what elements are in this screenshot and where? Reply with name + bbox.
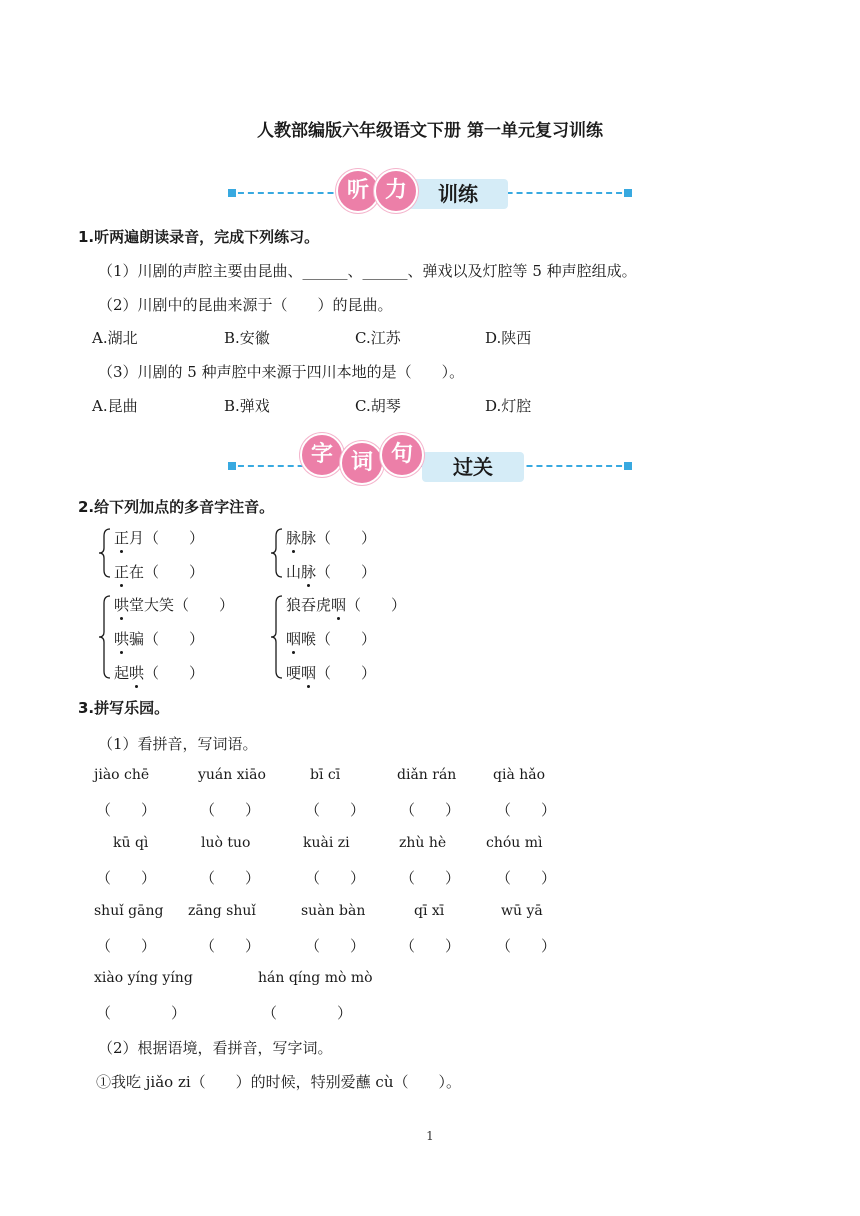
pinyin-word: jiào chē (94, 767, 150, 783)
polyphone-item: 哄堂大笑（ ） (114, 596, 235, 614)
pinyin-word: zāng shuǐ (188, 903, 256, 919)
brace-icon (270, 528, 284, 578)
option-a: A.湖北 (92, 329, 138, 347)
answer-blank[interactable]: （ ） (305, 937, 366, 955)
banner-circle-char: 词 (340, 441, 384, 485)
polyphone-item: 脉脉（ ） (286, 529, 377, 547)
question-1-sub-3: （3）川剧的 5 种声腔中来源于四川本地的是（ ）。 (98, 363, 465, 381)
answer-blank[interactable]: （ ） (496, 801, 557, 819)
answer-blank[interactable]: （ ） (400, 937, 461, 955)
banner-square-right (624, 462, 632, 470)
answer-blank[interactable]: （ ） (96, 937, 157, 955)
banner-circle-char: 字 (300, 433, 344, 477)
polyphone-item: 起哄（ ） (114, 664, 205, 682)
pinyin-word: qià hǎo (493, 767, 546, 783)
question-1-heading: 1.听两遍朗读录音，完成下列练习。 (78, 228, 320, 246)
polyphone-item: 哽咽（ ） (286, 664, 377, 682)
option-b: B.弹戏 (224, 397, 270, 415)
brace-icon (98, 528, 112, 578)
pinyin-word: luò tuo (201, 835, 251, 851)
polyphone-item: 山脉（ ） (286, 563, 377, 581)
polyphone-item: 正月（ ） (114, 529, 205, 547)
pinyin-word: diǎn rán (397, 767, 457, 783)
answer-blank[interactable]: （ ） (305, 801, 366, 819)
question-2-heading: 2.给下列加点的多音字注音。 (78, 498, 275, 516)
question-1-sub-1: （1）川剧的声腔主要由昆曲、______、______、弹戏以及灯腔等 5 种声腔组成。 (98, 262, 637, 280)
pinyin-word: bī cī (310, 767, 341, 783)
pinyin-word: shuǐ gāng (94, 903, 164, 919)
question-3-part-1: （1）看拼音，写词语。 (98, 735, 258, 753)
section-banner-listening (228, 170, 632, 212)
pinyin-word: kū qì (113, 835, 149, 851)
question-3-part-2: （2）根据语境，看拼音，写字词。 (98, 1039, 333, 1057)
context-sentence-1: ①我吃 jiǎo zi（ ）的时候，特别爱蘸 cù（ ）。 (96, 1073, 461, 1091)
banner-pill-label: 训练 (408, 179, 508, 209)
option-d: D.陕西 (485, 329, 532, 347)
answer-blank[interactable]: （ ） (96, 869, 157, 887)
page-number: 1 (426, 1129, 434, 1143)
option-c: C.胡琴 (355, 397, 401, 415)
pinyin-word: hán qíng mò mò (258, 970, 373, 986)
page-title: 人教部编版六年级语文下册 第一单元复习训练 (257, 121, 603, 141)
banner-square-right (624, 189, 632, 197)
answer-blank[interactable]: （ ） (262, 1004, 353, 1022)
banner-circle-char: 听 (336, 169, 380, 213)
answer-blank[interactable]: （ ） (200, 869, 261, 887)
banner-circle-char: 句 (380, 433, 424, 477)
polyphone-item: 哄骗（ ） (114, 630, 205, 648)
pinyin-word: qī xī (414, 903, 445, 919)
banner-circle-char: 力 (374, 169, 418, 213)
pinyin-word: yuán xiāo (198, 767, 266, 783)
polyphone-item: 正在（ ） (114, 563, 205, 581)
question-3-heading: 3.拼写乐园。 (78, 699, 170, 717)
answer-blank[interactable]: （ ） (400, 869, 461, 887)
answer-blank[interactable]: （ ） (400, 801, 461, 819)
pinyin-word: chóu mì (486, 835, 543, 851)
pinyin-word: xiào yíng yíng (94, 970, 193, 986)
pinyin-word: suàn bàn (301, 903, 366, 919)
answer-blank[interactable]: （ ） (96, 1004, 187, 1022)
question-1-sub-2: （2）川剧中的昆曲来源于（ ）的昆曲。 (98, 296, 393, 314)
banner-pill-label: 过关 (422, 452, 524, 482)
answer-blank[interactable]: （ ） (496, 937, 557, 955)
option-d: D.灯腔 (485, 397, 532, 415)
polyphone-item: 咽喉（ ） (286, 630, 377, 648)
answer-blank[interactable]: （ ） (96, 801, 157, 819)
brace-icon (270, 595, 284, 679)
option-c: C.江苏 (355, 329, 401, 347)
pinyin-word: wū yā (501, 903, 543, 919)
answer-blank[interactable]: （ ） (200, 801, 261, 819)
section-banner-words (228, 443, 632, 485)
answer-blank[interactable]: （ ） (200, 937, 261, 955)
pinyin-word: zhù hè (399, 835, 447, 851)
polyphone-item: 狼吞虎咽（ ） (286, 596, 407, 614)
answer-blank[interactable]: （ ） (305, 869, 366, 887)
option-a: A.昆曲 (92, 397, 138, 415)
answer-blank[interactable]: （ ） (496, 869, 557, 887)
banner-square-left (228, 189, 236, 197)
option-b: B.安徽 (224, 329, 270, 347)
pinyin-word: kuài zi (303, 835, 350, 851)
banner-square-left (228, 462, 236, 470)
brace-icon (98, 595, 112, 679)
